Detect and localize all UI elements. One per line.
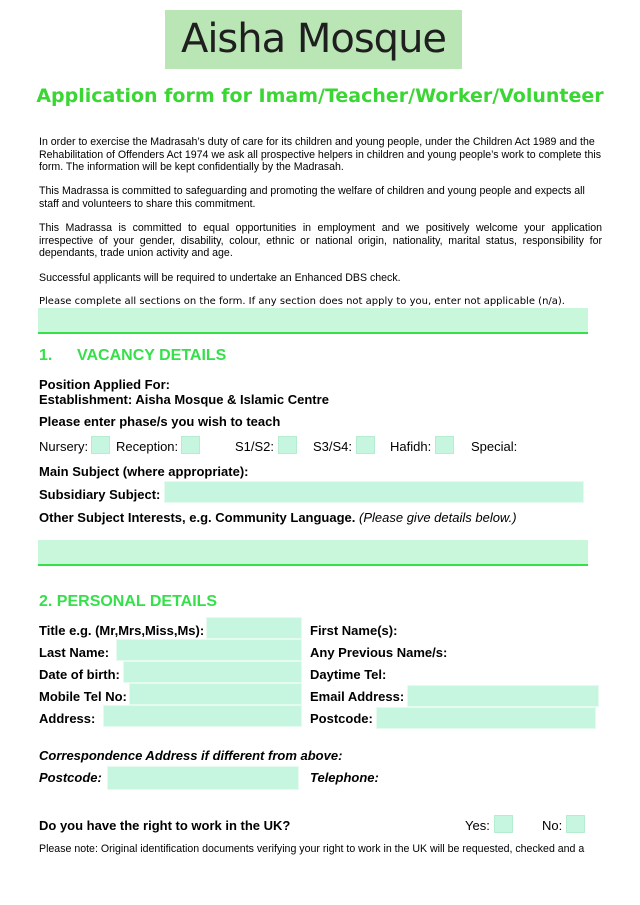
- correspondence-heading: Correspondence Address if different from above:: [39, 748, 343, 763]
- title-label: Title e.g. (Mr,Mrs,Miss,Ms):: [39, 623, 205, 638]
- last-name-label: Last Name:: [39, 645, 110, 660]
- subsidiary-subject-label: Subsidiary Subject:: [39, 487, 161, 502]
- section-2-heading: 2. PERSONAL DETAILS: [39, 593, 218, 610]
- nursery-checkbox[interactable]: [91, 436, 110, 454]
- reception-label: Reception:: [116, 439, 179, 454]
- right-to-work-no-label: No:: [542, 818, 563, 833]
- intro-paragraph-5: Please complete all sections on the form. If any section does not apply to you, enter not applicable (n/a).: [39, 296, 565, 307]
- logo-banner: [165, 10, 462, 69]
- right-to-work-no-checkbox[interactable]: [566, 815, 585, 833]
- instructions-field[interactable]: [38, 308, 588, 334]
- main-subject-label: Main Subject (where appropriate):: [39, 464, 249, 479]
- email-label: Email Address:: [310, 689, 405, 704]
- section-1-number: 1.: [39, 347, 53, 364]
- other-subject-line: [39, 510, 517, 525]
- postcode-input[interactable]: [376, 707, 596, 729]
- right-to-work-note: Please note: Original identification documents verifying your right to work in the UK will be requested, checked and a: [39, 843, 585, 855]
- mobile-input[interactable]: [129, 683, 302, 705]
- email-input[interactable]: [407, 685, 599, 707]
- last-name-input[interactable]: [116, 639, 302, 661]
- right-to-work-yes-checkbox[interactable]: [494, 815, 513, 833]
- corr-postcode-input[interactable]: [107, 766, 299, 790]
- corr-telephone-label: Telephone:: [310, 770, 379, 785]
- s3s4-checkbox[interactable]: [356, 436, 375, 454]
- dob-input[interactable]: [123, 661, 302, 683]
- intro-paragraph-4: Successful applicants will be required to undertake an Enhanced DBS check.: [39, 272, 401, 284]
- previous-name-label: Any Previous Name/s:: [310, 645, 448, 660]
- position-label: Position Applied For:: [39, 377, 170, 392]
- dob-label: Date of birth:: [39, 667, 120, 682]
- s1s2-checkbox[interactable]: [278, 436, 297, 454]
- corr-postcode-label: Postcode:: [39, 770, 102, 785]
- s1s2-label: S1/S2:: [235, 439, 275, 454]
- nursery-label: Nursery:: [39, 439, 89, 454]
- mobile-label: Mobile Tel No:: [39, 689, 127, 704]
- hafidh-label: Hafidh:: [390, 439, 432, 454]
- page-title: Application form for Imam/Teacher/Worker/Volunteer: [36, 85, 604, 107]
- reception-checkbox[interactable]: [181, 436, 200, 454]
- phase-prompt: Please enter phase/s you wish to teach: [39, 414, 281, 429]
- subsidiary-subject-input[interactable]: [164, 481, 584, 503]
- logo-text: Aisha Mosque: [180, 16, 447, 62]
- other-subject-label: Other Subject Interests, e.g. Community Language.: [39, 510, 356, 525]
- intro-paragraph-1: In order to exercise the Madrasah’s duty of care for its children and young people, under the Children Act 1989 and the Rehabilitation of Offenders Act 1974 we ask all prospective helpers in children and young people’s work to complete this form. The information will be kept confidentially by the Madrasah.: [39, 136, 601, 174]
- intro-paragraph-2: This Madrassa is committed to safeguarding and promoting the welfare of children and young people and expects all staff and volunteers to share this commitment.: [39, 185, 585, 210]
- s3s4-label: S3/S4:: [313, 439, 353, 454]
- title-input[interactable]: [206, 617, 302, 639]
- right-to-work-question: Do you have the right to work in the UK?: [39, 818, 291, 833]
- other-subject-input[interactable]: [38, 540, 588, 566]
- special-label: Special:: [471, 439, 518, 454]
- right-to-work-yes-label: Yes:: [465, 818, 490, 833]
- establishment-label: Establishment: Aisha Mosque & Islamic Centre: [39, 392, 329, 407]
- postcode-label: Postcode:: [310, 711, 373, 726]
- hafidh-checkbox[interactable]: [435, 436, 454, 454]
- address-label: Address:: [39, 711, 96, 726]
- other-subject-note: (Please give details below.): [359, 510, 517, 525]
- intro-paragraph-3: This Madrassa is committed to equal opportunities in employment and we positively welcome your application irrespective of your gender, disability, colour, ethnic or national origin, nationality, marital status, responsibility for dependants, trade union activity and age.: [39, 222, 602, 260]
- first-name-label: First Name(s):: [310, 623, 398, 638]
- address-input[interactable]: [103, 705, 302, 727]
- section-1-heading: VACANCY DETAILS: [77, 347, 227, 364]
- daytime-tel-label: Daytime Tel:: [310, 667, 387, 682]
